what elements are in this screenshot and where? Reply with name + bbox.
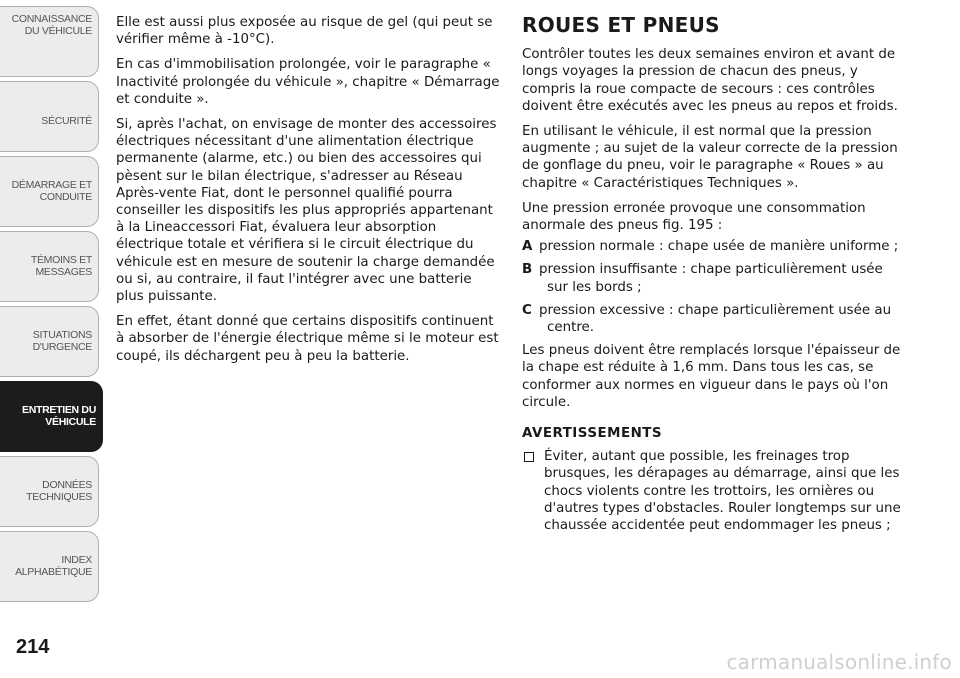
tab-label-line2: TECHNIQUES [26, 491, 92, 503]
tab-index-alphabetique[interactable] [0, 531, 99, 602]
paragraph: En effet, étant donné que certains dispositifs continuent à absorber de l'énergie électrique même si le moteur est coupé, ils déchargent peu à peu la batterie. [116, 314, 499, 364]
tab-label-line2: MESSAGES [35, 266, 92, 278]
paragraph: Une pression erronée provoque une consommation anormale des pneus fig. 195 : [522, 200, 866, 234]
tab-entretien-du-vehicule[interactable] [0, 381, 103, 452]
list-key: A [522, 239, 533, 255]
tab-label-line1: SÉCURITÉ [41, 115, 92, 127]
paragraph: Si, après l'achat, on envisage de monter des accessoires électriques nécessitant d'une alimentation électrique permanente (alarme, etc.) ou bien des accessoires qui pèsent sur le bilan électrique, s'adresser au Réseau Après-vente Fiat, dont le personnel qualifié pourra conseiller les dispositifs les plus appropriés appartenant à la Lineaccessori Fiat, évaluera leur absorption électrique totale et vérifiera si le circuit électrique du véhicule est en mesure de soutenir la charge demandée ou si, au contraire, il faut l'intégrer avec une batterie plus puissante. [116, 117, 497, 305]
list-item-b [522, 261, 914, 295]
list-item-a [522, 238, 914, 255]
tab-label-line2: CONDUITE [39, 191, 92, 203]
tab-label-line1: INDEX [61, 554, 92, 566]
list-key: B [522, 262, 533, 278]
tab-label-line1: SITUATIONS [32, 329, 92, 341]
tab-demarrage-et-conduite[interactable] [0, 156, 99, 227]
list-text [537, 261, 914, 295]
warning-text: Éviter, autant que possible, les freinages trop brusques, les dérapages au démarrage, ainsi que les chocs violents contre les trottoirs, les ornières ou d'autres types d'obstacles. Rouler longtemps sur une chaussée accidentée peut endommager les pneus ; [544, 449, 901, 534]
tab-label-line1: CONNAISSANCE [11, 13, 92, 25]
paragraph: En cas d'immobilisation prolongée, voir le paragraphe « Inactivité prolongée du véhicule », chapitre « Démarrage et conduite ». [116, 57, 500, 107]
list-text-line2: centre. [547, 320, 595, 336]
paragraph: Elle est aussi plus exposée au risque de gel (qui peut se vérifier même à -10°C). [116, 15, 493, 48]
tab-label-line2: ALPHABÉTIQUE [15, 566, 92, 578]
tab-label-line2: DU VÉHICULE [24, 25, 92, 37]
list-text [537, 302, 914, 336]
watermark: carmanualsonline.info [726, 650, 952, 674]
tab-temoins-et-messages[interactable] [0, 231, 99, 302]
warning-item [522, 448, 914, 534]
tab-label-line1: DÉMARRAGE ET [11, 179, 92, 191]
section-title: ROUES ET PNEUS [522, 13, 720, 37]
list-text: pression normale : chape usée de manière uniforme ; [539, 239, 899, 255]
tab-label-line1: ENTRETIEN DU [22, 404, 96, 416]
tab-label-line1: DONNÉES [42, 479, 92, 491]
tab-donnees-techniques[interactable] [0, 456, 99, 527]
tab-label-line1: TÉMOINS ET [30, 254, 92, 266]
page-number: 214 [16, 636, 50, 658]
paragraph: En utilisant le véhicule, il est normal que la pression augmente ; au sujet de la valeur correcte de la pression de gonflage du pneu, voir le paragraphe « Roues » au chapitre « Caractéristiques Techniques ». [522, 124, 898, 191]
tab-securite[interactable] [0, 81, 99, 152]
warnings-heading: AVERTISSEMENTS [522, 426, 663, 442]
paragraph: Contrôler toutes les deux semaines environ et avant de longs voyages la pression de chacun des pneus, y compris la roue compacte de secours : ces contrôles doivent être exécutés avec les pneus au repos et froids. [522, 47, 898, 114]
left-column [116, 14, 500, 373]
chapter-sidebar [0, 0, 104, 678]
tab-connaissance-du-vehicule[interactable] [0, 6, 99, 77]
right-column [522, 14, 914, 534]
list-item-c [522, 302, 914, 336]
checkbox-bullet-icon [524, 452, 534, 462]
tab-situations-d-urgence[interactable] [0, 306, 99, 377]
list-text-line2: sur les bords ; [547, 279, 642, 295]
tab-label-line2: D'URGENCE [32, 341, 92, 353]
paragraph: Les pneus doivent être remplacés lorsque l'épaisseur de la chape est réduite à 1,6 mm. Dans tous les cas, se conformer aux normes en vigueur dans le pays où l'on circule. [522, 343, 901, 410]
list-key: C [522, 302, 532, 318]
list-text-line1: pression excessive : chape particulièrement usée au [539, 302, 892, 318]
list-text-line1: pression insuffisante : chape particulièrement usée [539, 262, 883, 278]
tab-label-line2: VÉHICULE [45, 416, 96, 428]
